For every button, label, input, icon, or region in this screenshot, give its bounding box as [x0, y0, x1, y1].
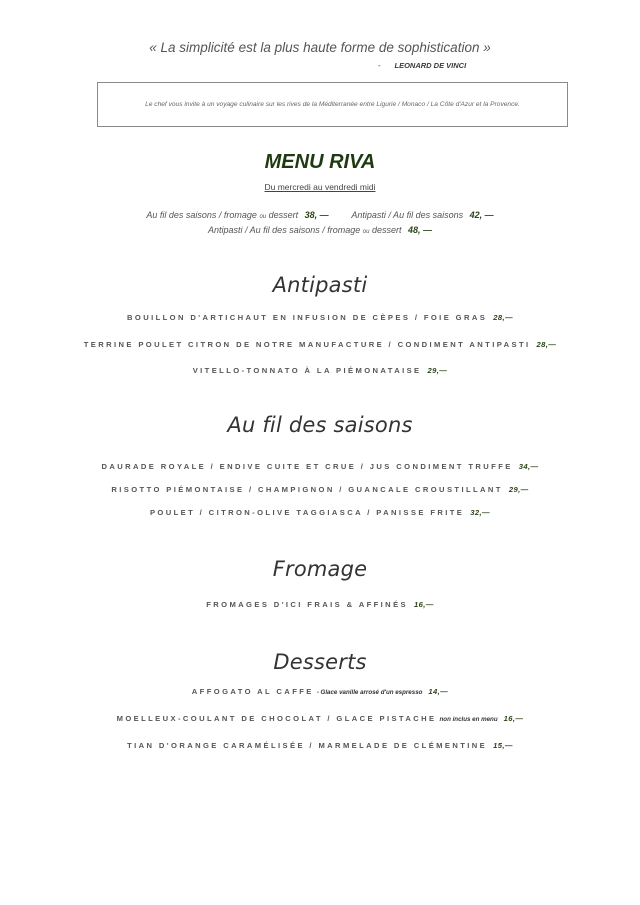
- item-price: 16,—: [503, 714, 524, 723]
- menu-item: [0, 600, 640, 609]
- section-title-antipasti: Antipasti: [272, 273, 368, 297]
- item-price: 28,—: [536, 340, 557, 349]
- item-price: 14,—: [428, 687, 449, 696]
- item-note: - Glace vanille arrosé d'un espresso: [316, 689, 423, 696]
- menu-item: [0, 366, 640, 375]
- item-price: 15,—: [493, 741, 513, 750]
- quote-dash: -: [378, 61, 381, 70]
- item-name: POULET / CITRON-OLIVE TAGGIASCA / PANISSE FRITE: [149, 508, 465, 517]
- item-name: AFFOGATO AL CAFFE: [191, 687, 314, 696]
- formula-1-b: dessert: [268, 210, 299, 220]
- item-price: 34,—: [518, 462, 539, 471]
- item-note: non inclus en menu: [439, 716, 498, 723]
- menu-subtitle: Du mercredi au vendredi midi: [264, 182, 376, 192]
- item-price: 16,—: [414, 600, 434, 609]
- item-name: FROMAGES D'ICI FRAIS & AFFINÉS: [206, 600, 408, 609]
- intro-box: [97, 82, 568, 127]
- item-name: TERRINE POULET CITRON DE NOTRE MANUFACTURE / CONDIMENT ANTIPASTI: [83, 340, 531, 349]
- formula-3-b: dessert: [371, 225, 402, 235]
- menu-item: [0, 714, 640, 723]
- quote-author-name: LEONARD DE VINCI: [394, 61, 467, 70]
- formula-3-price: 48, —: [407, 225, 432, 235]
- quote-text: « La simplicité est la plus haute forme de sophistication »: [149, 40, 491, 55]
- item-price: 29,—: [508, 485, 529, 494]
- menu-item: [0, 687, 640, 696]
- menu-item: [0, 508, 640, 517]
- section-title-fromage: Fromage: [272, 557, 368, 581]
- formula-line-2: [0, 225, 640, 235]
- menu-item: [0, 313, 640, 322]
- formula-2-text: Antipasti / Au fil des saisons: [351, 210, 464, 220]
- menu-item: [0, 340, 640, 349]
- item-name: RISOTTO PIÉMONTAISE / CHAMPIGNON / GUANCALE CROUSTILLANT: [111, 485, 503, 494]
- formula-1-ou: ou: [259, 214, 267, 220]
- quote-author: [378, 61, 466, 70]
- menu-title: MENU RIVA: [264, 151, 376, 173]
- item-name: TIAN D'ORANGE CARAMÉLISÉE / MARMELADE DE CLÉMENTINE: [127, 741, 488, 750]
- menu-item: [0, 485, 640, 494]
- item-name: MOELLEUX-COULANT DE CHOCOLAT / GLACE PISTACHE: [116, 714, 437, 723]
- section-title-saisons: Au fil des saisons: [227, 413, 413, 437]
- item-name: VITELLO-TONNATO À LA PIÉMONATAISE: [192, 366, 422, 375]
- item-name: DAURADE ROYALE / ENDIVE CUITE ET CRUE / JUS CONDIMENT TRUFFE: [101, 462, 513, 471]
- formula-1-text: Au fil des saisons / fromage: [146, 210, 257, 220]
- intro-text: Le chef vous invite à un voyage culinaire sur les rives de la Méditerranée entre Ligurie / Monaco / La Côte d'Azur et la Provence.: [145, 101, 520, 108]
- section-title-desserts: Desserts: [273, 650, 367, 674]
- formula-2-price: 42, —: [469, 210, 494, 220]
- item-price: 28,—: [493, 313, 513, 322]
- item-name: BOUILLON D'ARTICHAUT EN INFUSION DE CÈPES / FOIE GRAS: [127, 313, 488, 322]
- formula-1-price: 38, —: [304, 210, 329, 220]
- formula-3-ou: ou: [362, 229, 370, 235]
- item-price: 32,—: [470, 508, 491, 517]
- item-price: 29,—: [427, 366, 448, 375]
- formula-3-text: Antipasti / Au fil des saisons / fromage: [207, 225, 361, 235]
- menu-item: [0, 462, 640, 471]
- formula-line-1: [0, 210, 640, 220]
- menu-item: [0, 741, 640, 750]
